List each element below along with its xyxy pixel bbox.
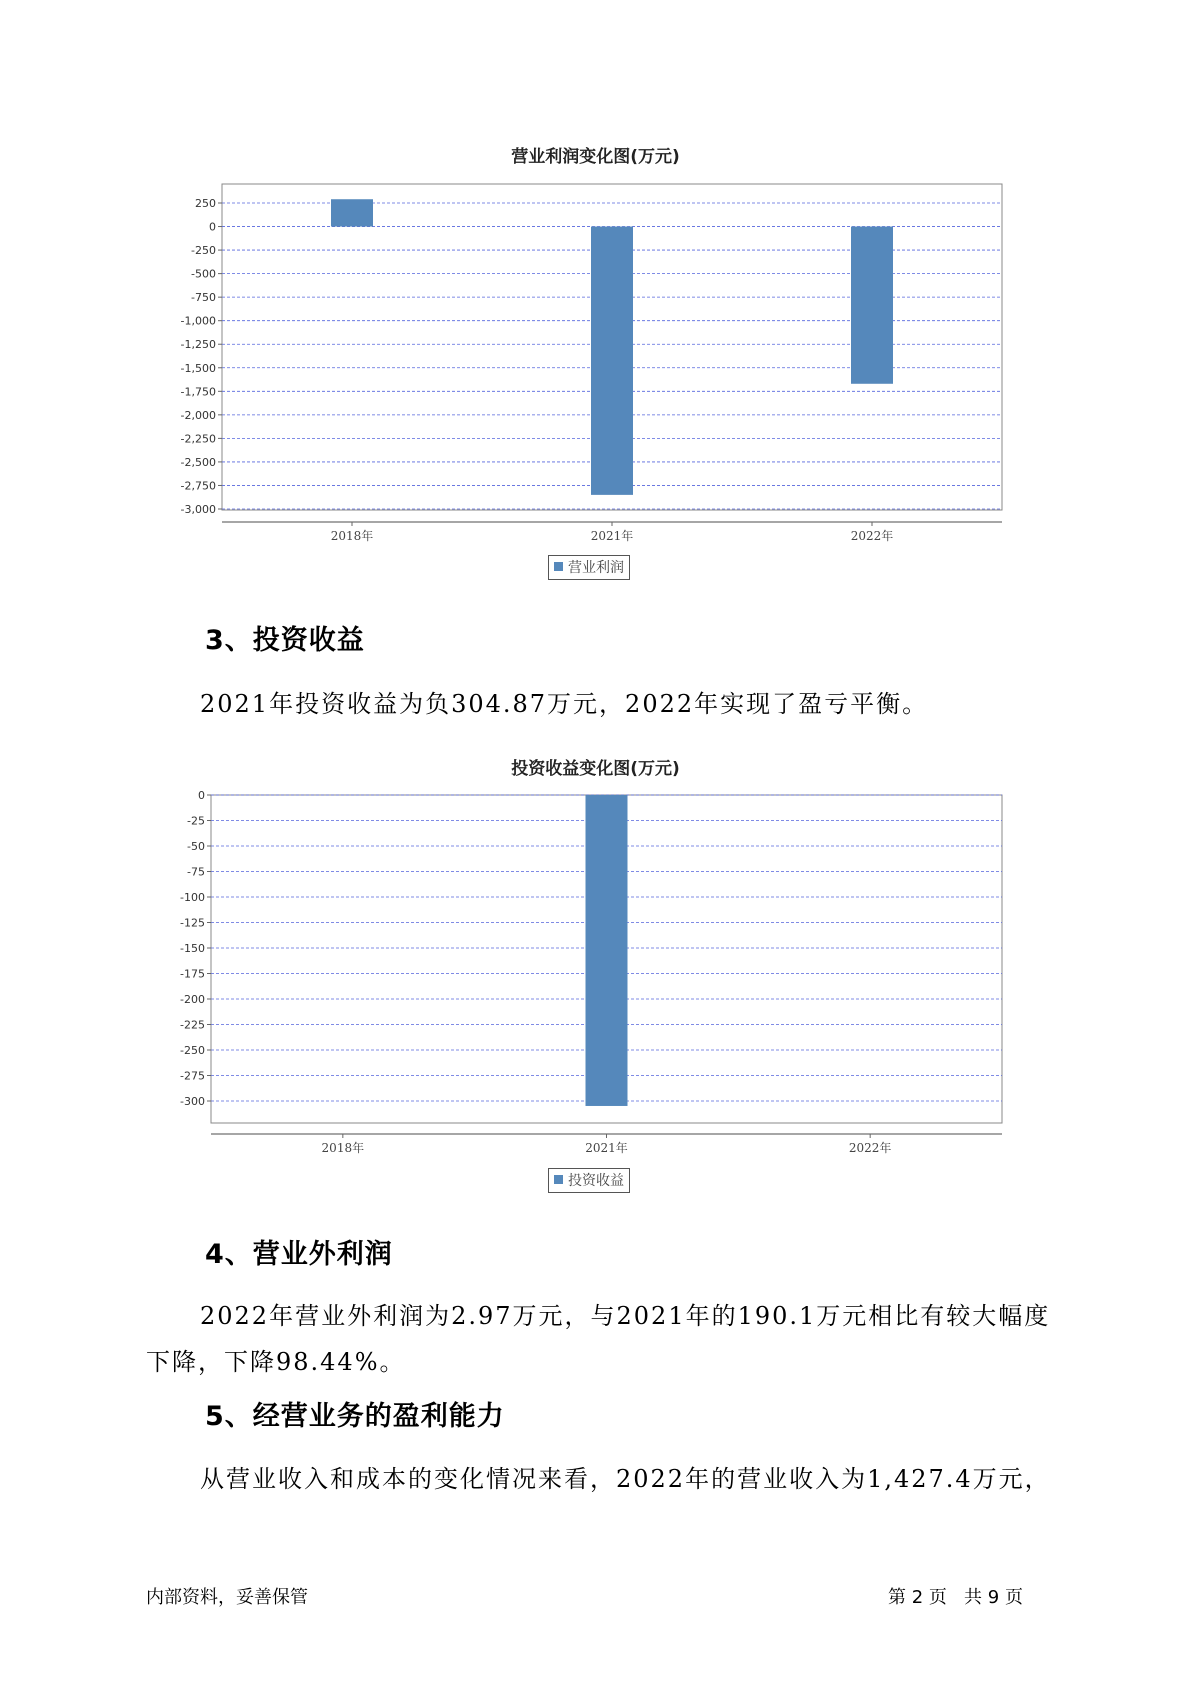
y-tick-label: -500 <box>191 267 216 281</box>
y-tick-label: 0 <box>209 220 216 234</box>
y-tick-label: -2,500 <box>180 455 216 469</box>
para-investment-income: 2021年投资收益为负304.87万元，2022年实现了盈亏平衡。 <box>200 690 929 718</box>
heading-non-operating-profit: 4、营业外利润 <box>205 1239 393 1270</box>
y-tick-label: -250 <box>191 244 216 258</box>
x-tick-label: 2021年 <box>585 1141 628 1155</box>
heading-investment-income: 3、投资收益 <box>205 625 365 656</box>
y-tick-label: -1,500 <box>180 361 216 375</box>
y-tick-label: -1,000 <box>180 314 216 328</box>
para-operating-profitability: 从营业收入和成本的变化情况来看，2022年的营业收入为1,427.4万元， <box>200 1465 1051 1493</box>
para-non-operating-profit-line2: 下降，下降98.44%。 <box>146 1348 406 1376</box>
y-tick-label: -250 <box>180 1044 205 1057</box>
y-tick-label: 0 <box>198 789 205 802</box>
y-tick-label: -2,000 <box>180 408 216 422</box>
y-tick-label: -2,750 <box>180 479 216 493</box>
x-tick-label: 2022年 <box>848 1141 892 1155</box>
y-tick-label: -300 <box>180 1095 205 1108</box>
x-tick-label: 2022年 <box>850 529 894 543</box>
y-tick-label: -75 <box>187 865 205 879</box>
y-tick-label: 250 <box>195 197 216 210</box>
chart1-legend-label: 营业利润 <box>568 560 624 576</box>
y-tick-label: -150 <box>180 942 205 955</box>
y-tick-label: -225 <box>180 1018 205 1032</box>
bar-2021年 <box>586 795 628 1106</box>
y-tick-label: -1,250 <box>180 338 216 352</box>
y-tick-label: -1,750 <box>180 385 216 399</box>
para-non-operating-profit-line1: 2022年营业外利润为2.97万元，与2021年的190.1万元相比有较大幅度 <box>200 1302 1051 1330</box>
y-tick-label: -3,000 <box>180 503 216 516</box>
y-tick-label: -200 <box>180 993 205 1006</box>
footer-page-number: 第 2 页 共 9 页 <box>888 1587 1023 1608</box>
x-tick-label: 2021年 <box>590 529 634 543</box>
y-tick-label: -100 <box>180 891 205 904</box>
y-tick-label: -275 <box>180 1069 205 1083</box>
chart2-legend-label: 投资收益 <box>568 1173 624 1189</box>
x-tick-label: 2018年 <box>321 1141 365 1155</box>
y-tick-label: -25 <box>187 814 205 828</box>
legend-swatch-icon <box>554 1175 563 1184</box>
y-tick-label: -2,250 <box>180 432 216 446</box>
chart2-legend <box>548 1168 630 1193</box>
y-tick-label: -125 <box>180 916 205 930</box>
chart1-title: 营业利润变化图(万元) <box>511 147 680 167</box>
chart2-title: 投资收益变化图(万元) <box>511 759 680 779</box>
x-tick-label: 2018年 <box>330 529 374 543</box>
y-tick-label: -50 <box>187 840 205 853</box>
y-tick-label: -750 <box>191 291 216 305</box>
heading-operating-profitability: 5、经营业务的盈利能力 <box>205 1401 505 1432</box>
y-tick-label: -175 <box>180 967 205 981</box>
footer-confidential-note: 内部资料，妥善保管 <box>146 1587 308 1608</box>
